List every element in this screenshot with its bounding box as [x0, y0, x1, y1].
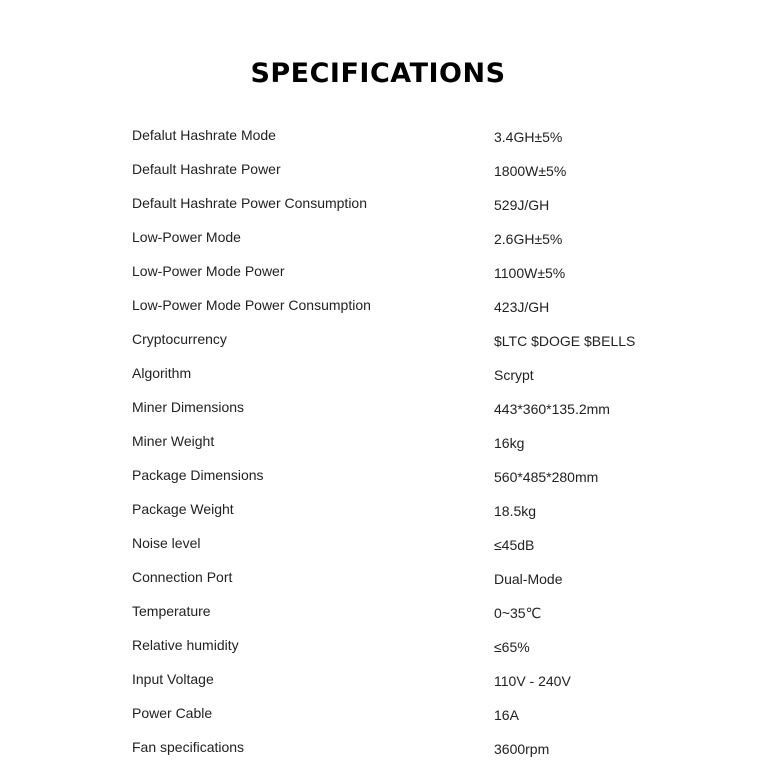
spec-label: Input Voltage	[132, 671, 214, 687]
spec-label: Default Hashrate Power	[132, 161, 281, 177]
spec-row	[132, 124, 692, 158]
spec-value: ≤65%	[494, 639, 530, 655]
spec-label: Connection Port	[132, 569, 233, 585]
spec-value: ≤45dB	[494, 537, 535, 553]
spec-row	[132, 362, 692, 396]
spec-label: Low-Power Mode Power Consumption	[132, 297, 371, 313]
spec-label: Cryptocurrency	[132, 331, 227, 347]
spec-label: Low-Power Mode	[132, 229, 241, 245]
spec-label: Default Hashrate Power Consumption	[132, 195, 368, 211]
spec-value: 0~35℃	[494, 605, 542, 621]
specifications-table	[132, 124, 692, 770]
spec-row	[132, 702, 692, 736]
spec-label: Package Dimensions	[132, 467, 264, 483]
spec-row	[132, 668, 692, 702]
spec-value: 529J/GH	[494, 197, 550, 213]
spec-row	[132, 430, 692, 464]
spec-value: 16kg	[494, 435, 525, 451]
spec-row	[132, 294, 692, 328]
page-title: SPECIFICATIONS	[250, 58, 506, 89]
spec-row	[132, 736, 692, 770]
spec-label: Power Cable	[132, 705, 213, 721]
spec-row	[132, 464, 692, 498]
spec-value: $LTC $DOGE $BELLS	[494, 333, 636, 349]
spec-label: Relative humidity	[132, 637, 239, 653]
spec-label: Temperature	[132, 603, 211, 619]
spec-label: Package Weight	[132, 501, 234, 517]
spec-row	[132, 532, 692, 566]
spec-value: Scrypt	[494, 367, 534, 383]
spec-value: 1100W±5%	[494, 265, 566, 281]
spec-label: Fan specifications	[132, 739, 245, 755]
spec-value: 2.6GH±5%	[494, 231, 563, 247]
spec-value: 3600rpm	[494, 741, 550, 757]
spec-label: Noise level	[132, 535, 201, 551]
spec-row	[132, 600, 692, 634]
spec-value: Dual-Mode	[494, 571, 563, 587]
spec-value: 18.5kg	[494, 503, 537, 519]
spec-label: Algorithm	[132, 365, 192, 381]
spec-row	[132, 498, 692, 532]
spec-value: 560*485*280mm	[494, 469, 599, 485]
spec-row	[132, 566, 692, 600]
spec-row	[132, 634, 692, 668]
spec-row	[132, 158, 692, 192]
spec-row	[132, 260, 692, 294]
spec-row	[132, 226, 692, 260]
spec-value: 443*360*135.2mm	[494, 401, 610, 417]
spec-value: 16A	[494, 707, 519, 723]
spec-label: Low-Power Mode Power	[132, 263, 285, 279]
spec-row	[132, 328, 692, 362]
spec-value: 423J/GH	[494, 299, 550, 315]
spec-row	[132, 396, 692, 430]
spec-label: Miner Dimensions	[132, 399, 245, 415]
spec-value: 1800W±5%	[494, 163, 567, 179]
spec-label: Miner Weight	[132, 433, 215, 449]
spec-value: 3.4GH±5%	[494, 129, 563, 145]
spec-value: 110V - 240V	[494, 673, 571, 689]
spec-row	[132, 192, 692, 226]
spec-label: Defalut Hashrate Mode	[132, 127, 276, 143]
